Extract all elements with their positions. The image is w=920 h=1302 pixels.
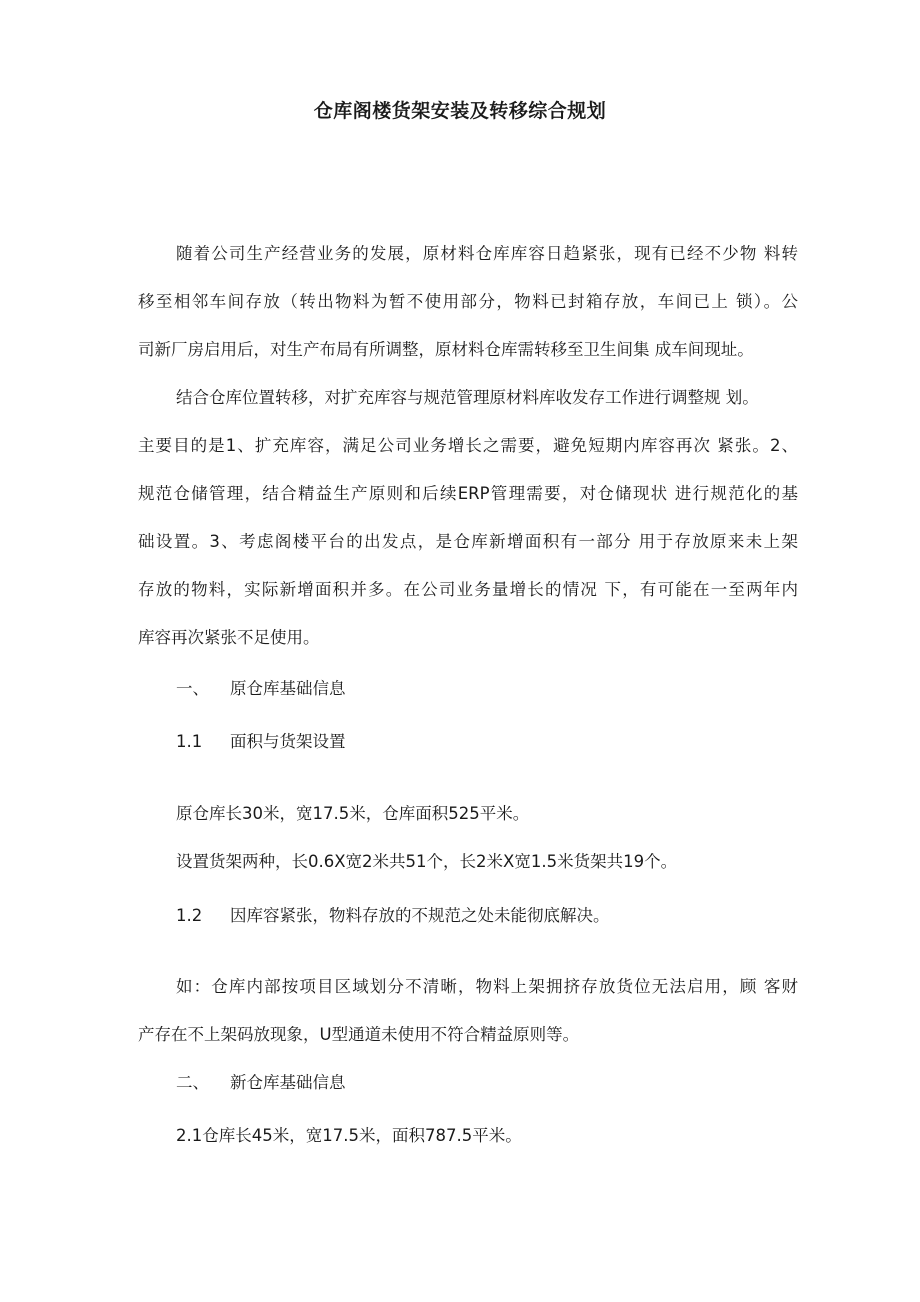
section-1-label: 原仓库基础信息 xyxy=(230,679,346,698)
paragraph-2-line-2: 主要目的是1、扩充库容，满足公司业务增长之需要，避免短期内库容再次 紧张。2、 xyxy=(138,436,798,455)
section-1-heading xyxy=(176,677,798,701)
section-1-1-label: 面积与货架设置 xyxy=(230,732,346,751)
section-2-heading xyxy=(176,1071,798,1095)
paragraph-2-line-1: 结合仓库位置转移，对扩充库容与规范管理原材料库收发存工作进行调整规 划。 xyxy=(176,388,759,407)
section-1-1-number: 1.1 xyxy=(176,732,203,751)
paragraph-1-line-1: 随着公司生产经营业务的发展，原材料仓库库容日趋紧张，现有已经不少物 料转 xyxy=(176,244,798,263)
example-line-2: 产存在不上架码放现象，U型通道未使用不符合精益原则等。 xyxy=(138,1025,580,1044)
section-2-1-line: 2.1仓库长45米，宽17.5米，面积787.5平米。 xyxy=(176,1126,522,1145)
section-1-number: 一、 xyxy=(176,679,209,698)
section-2-number: 二、 xyxy=(176,1073,209,1092)
document-title: 仓库阁楼货架安装及转移综合规划 xyxy=(313,100,607,122)
paragraph-2-line-6: 库容再次紧张不足使用。 xyxy=(138,628,320,647)
section-1-2-label: 因库容紧张，物料存放的不规范之处未能彻底解决。 xyxy=(230,906,610,925)
section-1-1-heading xyxy=(176,730,798,754)
paragraph-2-line-5: 存放的物料，实际新增面积并多。在公司业务量增长的情况 下，有可能在一至两年内 xyxy=(138,580,798,599)
section-1-2-number: 1.2 xyxy=(176,906,203,925)
paragraph-1-line-3: 司新厂房启用后，对生产布局有所调整，原材料仓库需转移至卫生间集 成车间现址。 xyxy=(138,340,754,359)
area-line: 原仓库长30米，宽17.5米，仓库面积525平米。 xyxy=(176,804,530,823)
shelf-line: 设置货架两种，长0.6X宽2米共51个，长2米X宽1.5米货架共19个。 xyxy=(176,852,678,871)
paragraph-2-line-4: 础设置。3、考虑阁楼平台的出发点，是仓库新增面积有一部分 用于存放原来未上架 xyxy=(138,532,798,551)
example-line-1: 如：仓库内部按项目区域划分不清晰，物料上架拥挤存放货位无法启用，顾 客财 xyxy=(176,977,798,996)
paragraph-1-line-2: 移至相邻车间存放（转出物料为暂不使用部分，物料已封箱存放，车间已上 锁）。公 xyxy=(138,292,798,311)
paragraph-2-line-3: 规范仓储管理，结合精益生产原则和后续ERP管理需要，对仓储现状 进行规范化的基 xyxy=(138,484,798,503)
section-2-label: 新仓库基础信息 xyxy=(230,1073,346,1092)
section-1-2-heading xyxy=(176,904,798,928)
